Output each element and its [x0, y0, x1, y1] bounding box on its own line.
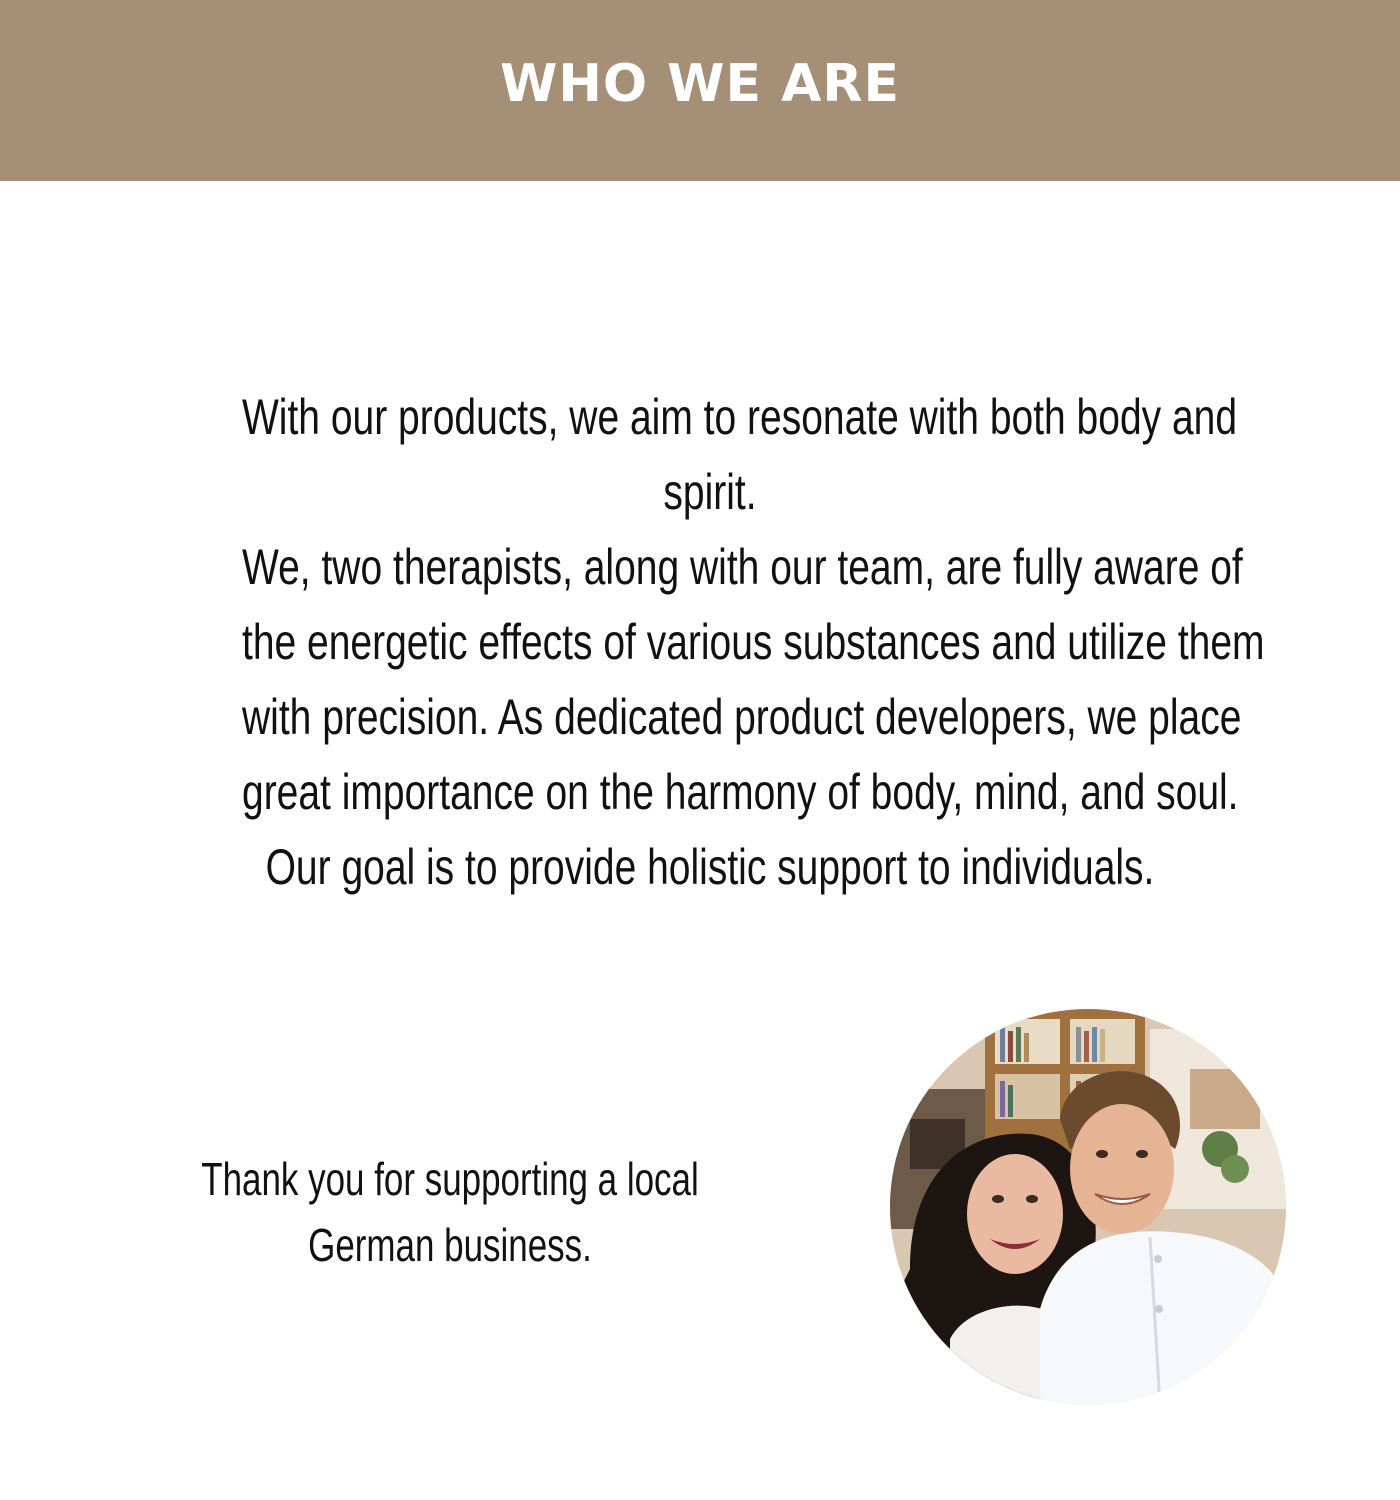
- intro-line-3: We, two therapists, along with our team, are fully aware of: [242, 539, 1243, 595]
- header-band: [0, 0, 1400, 181]
- intro-line-6: great importance on the harmony of body, mind, and soul.: [242, 764, 1239, 820]
- team-photo-illustration: [890, 1009, 1286, 1405]
- intro-line-7: Our goal is to provide holistic support to individuals.: [265, 839, 1155, 895]
- intro-paragraph: [242, 380, 1265, 905]
- thank-you-message: Thank you for supporting a local German business.: [201, 1153, 699, 1271]
- intro-line-4: the energetic effects of various substances and utilize them: [242, 614, 1265, 670]
- intro-line-2: spirit.: [663, 464, 757, 520]
- intro-line-5: with precision. As dedicated product developers, we place: [242, 689, 1242, 745]
- team-photo: [890, 1009, 1286, 1405]
- intro-line-1: With our products, we aim to resonate with both body and: [242, 389, 1238, 445]
- page-title: WHO WE ARE: [500, 53, 900, 114]
